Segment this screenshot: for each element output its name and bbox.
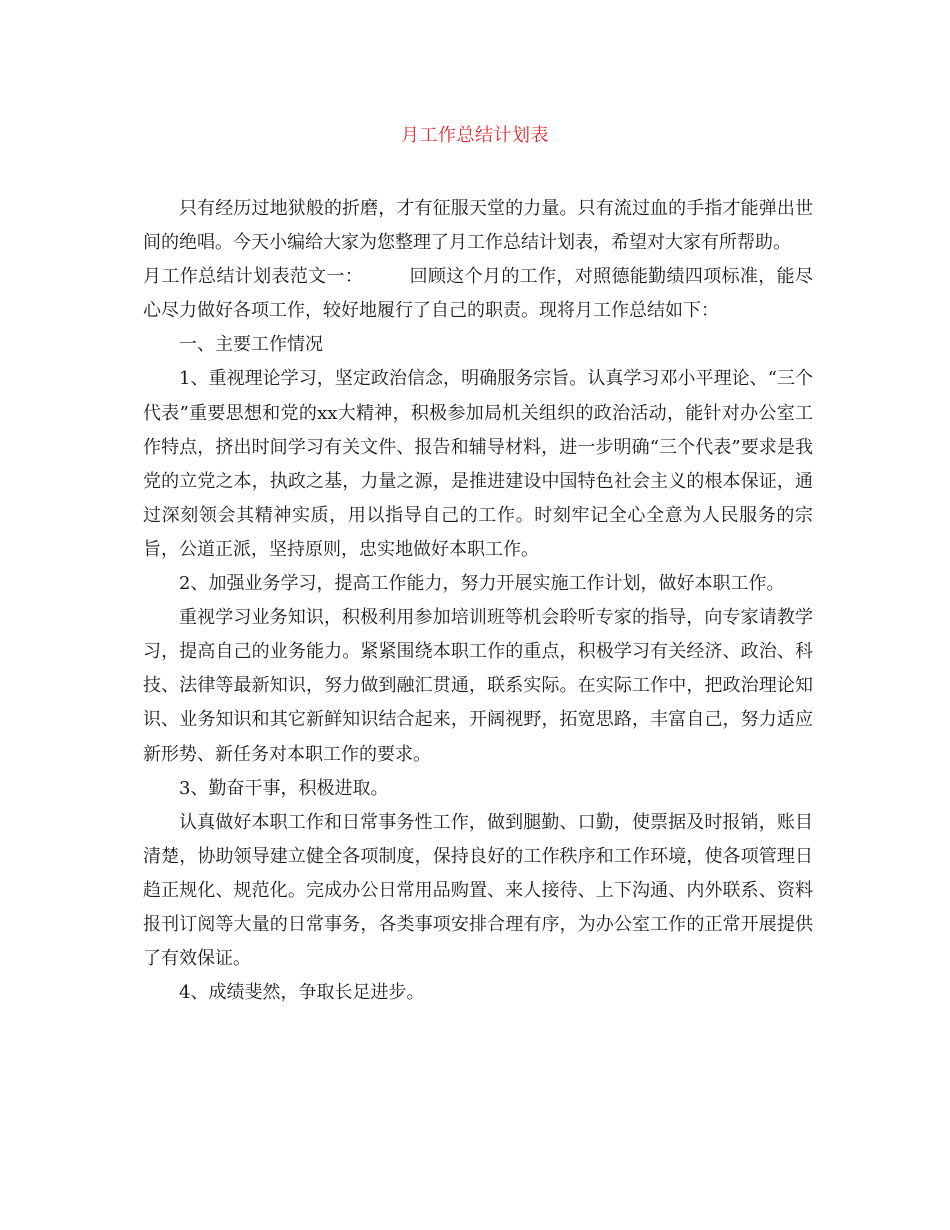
item-3-body: 认真做好本职工作和日常事务性工作，做到腿勤、口勤，使票据及时报销，账目清楚，协助领导建立健全各项制度，保持良好的工作秩序和工作环境，使各项管理日趋正规化、规范化。完成办公日常用品购置、来人接待、上下沟通、内外联系、资料报刊订阅等大量的日常事务，各类事项安排合理有序，为办公室工作的正常开展提供了有效保证。 bbox=[143, 811, 813, 970]
document-title: 月工作总结计划表 bbox=[401, 125, 549, 146]
intro-paragraph: 只有经历过地狱般的折磨，才有征服天堂的力量。只有流过血的手指才能弹出世间的绝唱。今天小编给大家为您整理了月工作总结计划表，希望对大家有所帮助。 bbox=[143, 198, 813, 254]
item-1-paragraph: 1、重视理论学习，坚定政治信念，明确服务宗旨。认真学习邓小平理论、“三个代表”重要思想和党的xx大精神，积极参加局机关组织的政治活动，能针对办公室工作特点，挤出时间学习有关文件、报告和辅导材料，进一步明确“三个代表”要求是我党的立党之本，执政之基，力量之源，是推进建设中国特色社会主义的根本保证，通过深刻领会其精神实质，用以指导自己的工作。时刻牢记全心全意为人民服务的宗旨，公道正派，坚持原则，忠实地做好本职工作。 bbox=[143, 368, 813, 560]
item-4-heading: 4、成绩斐然，争取长足进步。 bbox=[179, 982, 425, 1004]
item-2-body: 重视学习业务知识，积极利用参加培训班等机会聆听专家的指导，向专家请教学习，提高自己的业务能力。紧紧围绕本职工作的重点，积极学习有关经济、政治、科技、法律等最新知识，努力做到融汇贯通，联系实际。在实际工作中，把政治理论知识、业务知识和其它新鲜知识结合起来，开阔视野，拓宽思路，丰富自己，努力适应新形势、新任务对本职工作的要求。 bbox=[143, 607, 813, 765]
sample-label: 月工作总结计划表范文一： bbox=[143, 266, 364, 288]
sample-intro: 回顾这个月的工作，对照德能勤绩四项标准，能尽心尽力做好各项工作，较好地履行了自己的职责。现将月工作总结如下： bbox=[143, 266, 813, 322]
sample-paragraph bbox=[143, 260, 813, 328]
item-2-heading: 2、加强业务学习，提高工作能力，努力开展实施工作计划，做好本职工作。 bbox=[179, 573, 785, 595]
section-heading: 一、主要工作情况 bbox=[179, 334, 323, 356]
document-body bbox=[143, 192, 813, 1010]
item-3-heading: 3、勤奋干事，积极进取。 bbox=[179, 777, 389, 799]
